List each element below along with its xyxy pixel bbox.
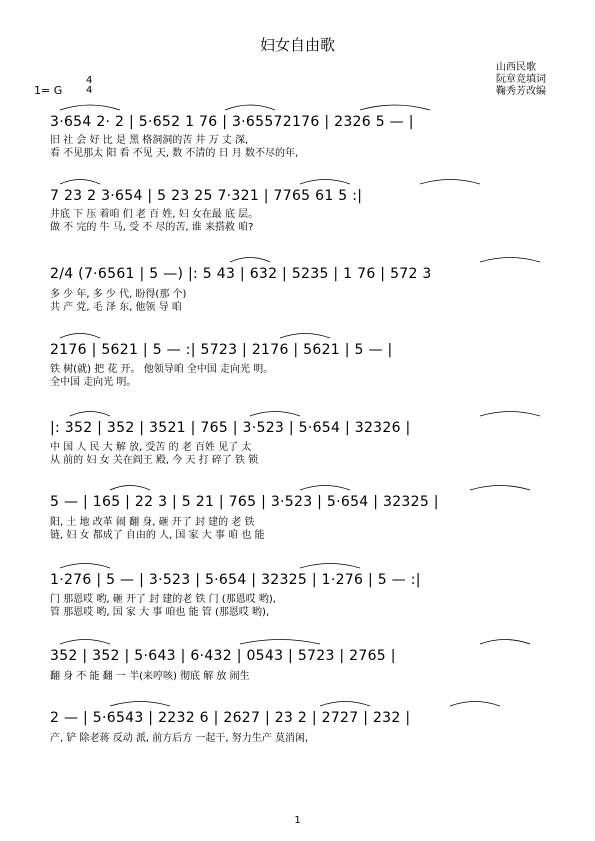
lyric-line-8-verse-1: 翻 身 不 能 翻 一 半(来哼咳) 彻底 解 放 闹生 (50, 671, 250, 682)
slur-arc (450, 702, 500, 707)
credit-source: 山西民歌 (496, 62, 536, 73)
time-signature (86, 76, 92, 96)
lyric-line-7-verse-1: 门 那恩哎 哟, 砸 开了 封 建的老 铁 门 (那恩哎 哟), (50, 594, 276, 605)
notation-line-5: |: 352 | 352 | 3521 | 765 | 3·523 | 5·654 | 32326 | (50, 420, 411, 436)
lyric-line-4-verse-1: 铁 树(就) 把 花 开。 他领导咱 全中国 走向光 明。 (50, 364, 274, 375)
credit-lyricist: 阮章竞填词 (496, 74, 546, 85)
lyric-line-2-verse-1: 井底 下 压 着咱 们 老 百 姓, 妇 女在最 底 层。 (50, 209, 259, 220)
lyric-line-7-verse-2: 管 那恩哎 哟, 国 家 大 事 咱也 能 管 (那恩哎 哟), (50, 607, 270, 618)
notation-line-7: 1·276 | 5 — | 3·523 | 5·654 | 32325 | 1·276 | 5 — :| (50, 572, 421, 588)
lyric-line-5-verse-1: 中 国 人 民 大 解 放, 受苦 的 老 百姓 见了 太 (50, 442, 252, 453)
lyric-line-1-verse-2: 看 不见那太 阳 看 不见 天, 数 不清的 日 月 数不尽的年, (50, 148, 299, 159)
lyric-line-6-verse-1: 阳, 土 地 改革 闹 翻 身, 砸 开了 封 建的 老 铁 (50, 517, 255, 528)
slur-arc (60, 640, 110, 645)
slur-arc (110, 486, 150, 491)
slur-arc (300, 180, 350, 185)
notation-line-9: 2 — | 5·6543 | 2232 6 | 2627 | 23 2 | 2727 | 232 | (50, 710, 411, 726)
notation-line-4: 2176 | 5621 | 5 — :| 5723 | 2176 | 5621 | 5 — | (50, 342, 393, 358)
slur-arc (300, 564, 360, 569)
slur-arc (250, 412, 300, 417)
lyric-line-3-verse-1: 多 少 年, 多 少 代, 盼得(那 个) (50, 289, 187, 300)
lyric-line-3-verse-2: 共 产 党, 毛 泽 东, 他领 导 咱 (50, 302, 182, 313)
slur-arc (240, 640, 320, 645)
page-number: 1 (294, 815, 301, 826)
slur-arc (480, 258, 540, 263)
notation-line-1: 3·654 2· 2 | 5·652 1 76 | 3·65572176 | 2326 5 — | (50, 114, 414, 130)
credit-arranger: 鞠秀芳改编 (496, 86, 546, 97)
page-title: 妇女自由歌 (259, 36, 335, 54)
slur-arc (110, 702, 170, 707)
time-signature-bottom: 4 (86, 85, 93, 96)
notation-line-8: 352 | 352 | 5·643 | 6·432 | 0543 | 5723 | 2765 | (50, 648, 396, 664)
slur-arc (60, 105, 120, 110)
slur-arc (420, 180, 480, 185)
slur-arc (360, 105, 430, 110)
slur-arc (230, 258, 270, 263)
lyric-line-1-verse-1: 旧 社 会 好 比 是 黑 格洞洞的苦 井 万 丈 深, (50, 135, 249, 146)
notation-line-6: 5 — | 165 | 22 3 | 5 21 | 765 | 3·523 | 5·654 | 32325 | (50, 494, 439, 510)
slur-arc (470, 486, 530, 491)
lyric-line-4-verse-2: 全中国 走向光 明。 (50, 377, 137, 388)
notation-line-3: 2/4 (7·6561 | 5 —) |: 5 43 | 632 | 5235 | 1 76 | 572 3 (50, 266, 432, 282)
notation-line-2: 7 23 2 3·654 | 5 23 25 7·321 | 7765 61 5 :| (50, 188, 363, 204)
lyric-line-6-verse-2: 链, 妇 女 都成了 自由的 人, 国 家 大 事 咱 也 能 (50, 530, 265, 541)
slur-arc (280, 334, 330, 339)
slur-arc (60, 334, 100, 339)
key-signature: 1= G (34, 84, 63, 97)
slur-arc (300, 486, 350, 491)
slur-arc (320, 702, 370, 707)
lyric-line-9-verse-1: 产, 铲 除老蒋 反动 派, 前方后方 一起干, 努力生产 莫消闲, (50, 733, 309, 744)
lyric-line-5-verse-2: 从 前的 妇 女 关在阎王 殿, 今 天 打 碎了 铁 锁 (50, 455, 259, 466)
slur-arc (480, 640, 530, 645)
lyric-line-2-verse-2: 做 不 完的 牛 马, 受 不 尽的苦, 谁 来搭救 咱? (50, 222, 254, 233)
slur-arc (480, 412, 540, 417)
slur-arc (225, 105, 275, 110)
slur-arc (60, 180, 100, 185)
slur-arc (70, 412, 110, 417)
time-signature-top: 4 (86, 75, 93, 86)
slur-arc (60, 564, 110, 569)
